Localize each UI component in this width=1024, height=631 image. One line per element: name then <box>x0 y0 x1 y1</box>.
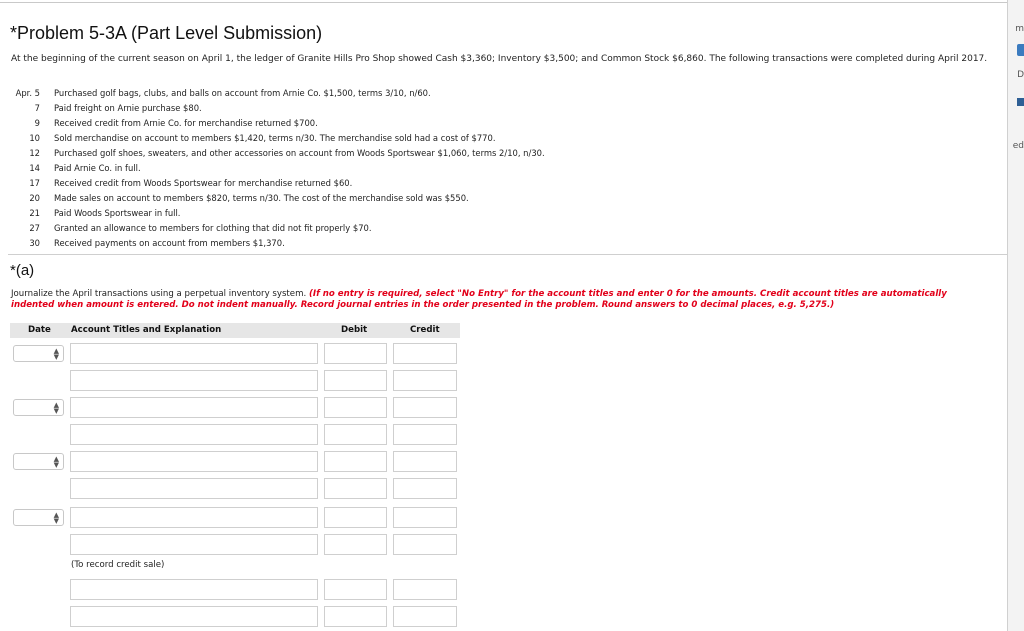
account-title-input[interactable] <box>70 579 318 600</box>
account-column-header: Account Titles and Explanation <box>71 325 222 335</box>
transaction-date: 7 <box>34 103 40 113</box>
part-a-label: *(a) <box>10 262 35 279</box>
date-select[interactable] <box>13 509 64 526</box>
account-title-input[interactable] <box>70 343 318 364</box>
side-glyph-3: ed <box>1012 141 1024 151</box>
select-arrows-icon: ▲ ▼ <box>53 455 59 469</box>
transaction-text: Paid Arnie Co. in full. <box>54 163 141 173</box>
transaction-date: Apr. 5 <box>15 88 40 98</box>
date-column-header: Date <box>28 325 51 335</box>
transaction-text: Paid freight on Arnie purchase $80. <box>54 103 202 113</box>
credit-input[interactable] <box>393 478 457 499</box>
side-tab-button-2[interactable] <box>1017 98 1024 106</box>
problem-intro: At the beginning of the current season on April 1, the ledger of Granite Hills Pro Shop showed Cash $3,360; Inventory $3,500; and Common Stock $6,860. The following transactions were completed during April 2017. <box>11 54 988 64</box>
transaction-date: 17 <box>29 178 40 188</box>
account-title-input[interactable] <box>70 397 318 418</box>
problem-title: *Problem 5-3A (Part Level Submission) <box>10 23 323 43</box>
select-arrows-icon: ▲ ▼ <box>53 511 59 525</box>
credit-input[interactable] <box>393 397 457 418</box>
transaction-text: Paid Woods Sportswear in full. <box>54 208 181 218</box>
date-select[interactable] <box>13 399 64 416</box>
account-title-input[interactable] <box>70 507 318 528</box>
transaction-date: 27 <box>29 223 40 233</box>
transaction-date: 30 <box>29 238 40 248</box>
transaction-date: 12 <box>29 148 40 158</box>
credit-column-header: Credit <box>410 325 440 335</box>
select-arrows-icon: ▲ ▼ <box>53 401 59 415</box>
credit-input[interactable] <box>393 343 457 364</box>
debit-input[interactable] <box>324 451 387 472</box>
entry-explanation: (To record credit sale) <box>71 560 165 570</box>
transaction-date: 9 <box>34 118 40 128</box>
transaction-text: Granted an allowance to members for clothing that did not fit properly $70. <box>54 223 372 233</box>
instruction-warning-text: (If no entry is required, select "No Entry" for the account titles and enter 0 for the amounts. Credit account titles are automatically indented when amount is entered. Do not indent manually. Record journal entries in the order presented in the problem. Round answers to 0 decimal places, e.g. 5,275.) <box>11 289 947 310</box>
debit-input[interactable] <box>324 370 387 391</box>
section-divider <box>8 254 1007 255</box>
credit-input[interactable] <box>393 534 457 555</box>
debit-input[interactable] <box>324 534 387 555</box>
date-select[interactable] <box>13 345 64 362</box>
part-a-instructions <box>11 289 981 311</box>
side-panel <box>1007 0 1024 631</box>
transaction-date: 20 <box>29 193 40 203</box>
top-divider <box>0 2 1007 3</box>
account-title-input[interactable] <box>70 478 318 499</box>
debit-input[interactable] <box>324 397 387 418</box>
select-arrows-icon: ▲ ▼ <box>53 347 59 361</box>
credit-input[interactable] <box>393 370 457 391</box>
account-title-input[interactable] <box>70 370 318 391</box>
debit-input[interactable] <box>324 579 387 600</box>
transaction-text: Received credit from Woods Sportswear for merchandise returned $60. <box>54 178 353 188</box>
transaction-date: 10 <box>29 133 40 143</box>
credit-input[interactable] <box>393 451 457 472</box>
instruction-text: Journalize the April transactions using a perpetual inventory system. <box>11 289 309 299</box>
transaction-text: Received payments on account from members $1,370. <box>54 238 285 248</box>
account-title-input[interactable] <box>70 534 318 555</box>
debit-input[interactable] <box>324 424 387 445</box>
debit-input[interactable] <box>324 606 387 627</box>
transaction-text: Sold merchandise on account to members $1,420, terms n/30. The merchandise sold had a cost of $770. <box>54 133 496 143</box>
debit-input[interactable] <box>324 343 387 364</box>
journal-table-header <box>10 323 460 338</box>
account-title-input[interactable] <box>70 451 318 472</box>
credit-input[interactable] <box>393 579 457 600</box>
credit-input[interactable] <box>393 507 457 528</box>
side-glyph-2: D <box>1017 70 1024 80</box>
credit-input[interactable] <box>393 606 457 627</box>
side-glyph-1: m <box>1015 24 1024 34</box>
transaction-date: 21 <box>29 208 40 218</box>
account-title-input[interactable] <box>70 424 318 445</box>
transaction-text: Received credit from Arnie Co. for merchandise returned $700. <box>54 118 318 128</box>
transaction-date: 14 <box>29 163 40 173</box>
debit-column-header: Debit <box>341 325 368 335</box>
date-select[interactable] <box>13 453 64 470</box>
side-tab-button[interactable] <box>1017 44 1024 56</box>
account-title-input[interactable] <box>70 606 318 627</box>
credit-input[interactable] <box>393 424 457 445</box>
transaction-text: Purchased golf bags, clubs, and balls on account from Arnie Co. $1,500, terms 3/10, n/60. <box>54 88 431 98</box>
debit-input[interactable] <box>324 478 387 499</box>
transaction-text: Made sales on account to members $820, terms n/30. The cost of the merchandise sold was $550. <box>54 193 469 203</box>
debit-input[interactable] <box>324 507 387 528</box>
transaction-text: Purchased golf shoes, sweaters, and other accessories on account from Woods Sportswear $1,060, terms 2/10, n/30. <box>54 148 545 158</box>
